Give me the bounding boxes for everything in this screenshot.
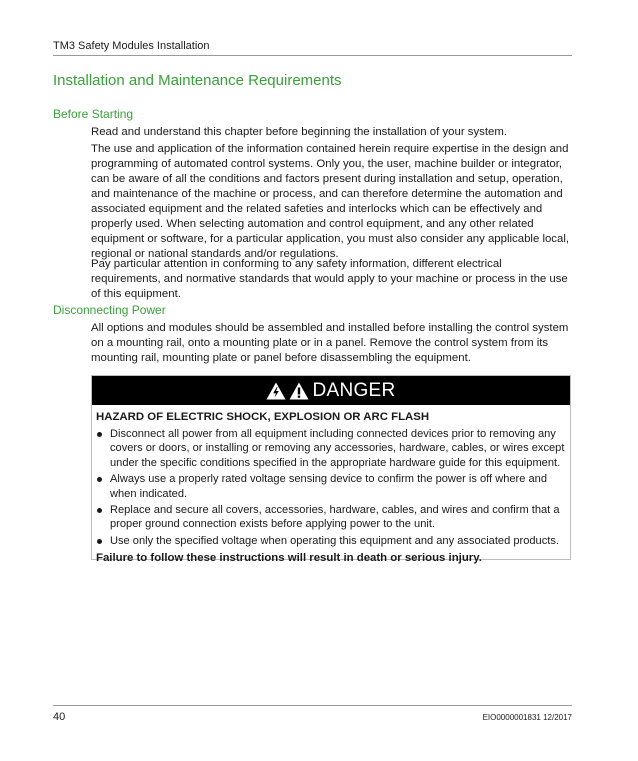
list-item: Use only the specified voltage when operating this equipment and any associated products. (92, 534, 566, 548)
before-starting-paragraph-3: Pay particular attention in conforming to any safety information, different electrical requirements, and normative standards that would apply to your machine or process in the use of this equipment. (91, 258, 568, 300)
document-reference: EIO0000001831 12/2017 (482, 713, 572, 722)
bullet-icon (97, 508, 102, 513)
bullet-icon (97, 539, 102, 544)
disconnecting-power-paragraph: All options and modules should be assembled and installed before installing the control system on a mounting rail, onto a mounting plate or in a panel. Remove the control system from its mounting rail, mounting plate or panel before disassembling the equipment. (91, 322, 569, 364)
hazard-heading: HAZARD OF ELECTRIC SHOCK, EXPLOSION OR ARC FLASH (96, 411, 430, 423)
before-starting-paragraph-2: The use and application of the information contained herein require expertise in the design and programming of automated control systems. Only you, the user, machine builder or integrator, can be aware of all the conditions and factors present during installation and setup, operation, and maintenance of the machine or process, and can therefore determine the automation and associated equipment and the related safeties and interlocks which can be effectively and properly used. When selecting automation and control equipment, and any other related equipment or software, for a particular application, you must also consider any applicable local, regional or national standards and/or regulations. (91, 143, 570, 260)
hazard-instructions-list (92, 427, 570, 548)
before-starting-heading: Before Starting (53, 107, 134, 121)
electric-hazard-icon (266, 382, 286, 400)
list-item: Always use a properly rated voltage sensing device to confirm the power is off where and when indicated. (92, 472, 566, 501)
disconnecting-power-heading: Disconnecting Power (53, 303, 166, 317)
warning-icon (289, 382, 309, 400)
bullet-icon (97, 477, 102, 482)
before-starting-paragraph-1: Read and understand this chapter before beginning the installation of your system. (91, 126, 508, 138)
running-header: TM3 Safety Modules Installation (53, 40, 572, 56)
footer-divider (53, 705, 572, 706)
bullet-icon (97, 432, 102, 437)
danger-banner (92, 376, 570, 405)
section-title: Installation and Maintenance Requirements (53, 72, 342, 89)
page-number: 40 (53, 711, 66, 723)
danger-label: DANGER (312, 379, 396, 401)
list-item: Disconnect all power from all equipment including connected devices prior to removing any covers or doors, or installing or removing any accessories, hardware, cables, or wires except under the specific conditions specified in the appropriate hardware guide for this equipment. (92, 427, 566, 470)
danger-safety-message (91, 375, 571, 565)
list-item: Replace and secure all covers, accessories, hardware, cables, and wires and confirm that a proper ground connection exists before applying power to the unit. (92, 503, 566, 532)
hazard-consequence: Failure to follow these instructions will result in death or serious injury. (96, 552, 482, 565)
